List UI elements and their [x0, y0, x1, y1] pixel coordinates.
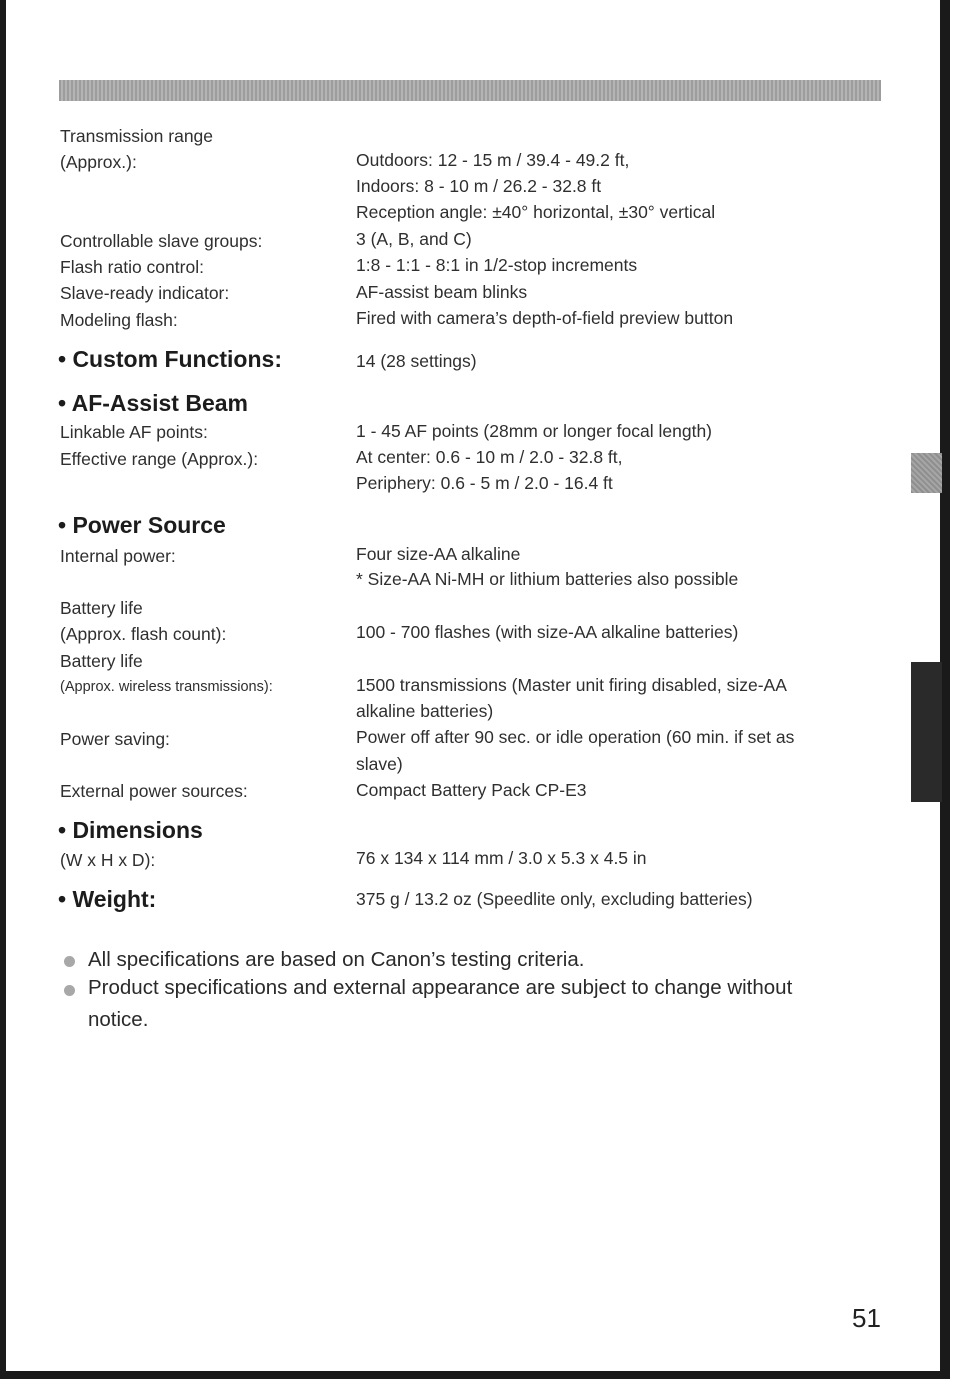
slave-groups-value: 3 (A, B, and C): [356, 229, 472, 249]
chapter-tab-light: [911, 453, 942, 493]
linkable-af-label: Linkable AF points:: [60, 422, 208, 442]
reception-angle-value: Reception angle: ±40° horizontal, ±30° vertical: [356, 202, 716, 222]
af-assist-heading: • AF-Assist Beam: [58, 390, 248, 416]
page-number: 51: [852, 1303, 881, 1333]
external-power-value: Compact Battery Pack CP-E3: [356, 780, 587, 800]
dimensions-label: (W x H x D):: [60, 850, 156, 870]
page-edge-bottom: [0, 1371, 950, 1379]
section-header-band: [59, 80, 881, 101]
effective-range-periphery: Periphery: 0.6 - 5 m / 2.0 - 16.4 ft: [356, 473, 613, 493]
note-bullet-icon: [64, 985, 75, 996]
transmissions-value-line-1: 1500 transmissions (Master unit firing disabled, size-AA: [356, 675, 787, 695]
modeling-flash-value: Fired with camera’s depth-of-field preview button: [356, 308, 734, 328]
flash-ratio-label: Flash ratio control:: [60, 257, 204, 277]
note-product-line-2: notice.: [88, 1008, 149, 1031]
linkable-af-value: 1 - 45 AF points (28mm or longer focal length): [356, 421, 713, 441]
slave-ready-value: AF-assist beam blinks: [356, 282, 528, 302]
effective-range-center: At center: 0.6 - 10 m / 2.0 - 32.8 ft,: [356, 447, 623, 467]
effective-range-label: Effective range (Approx.):: [60, 449, 259, 469]
weight-heading: • Weight:: [58, 886, 157, 912]
custom-functions-heading: • Custom Functions:: [58, 346, 282, 372]
modeling-flash-label: Modeling flash:: [60, 310, 178, 330]
power-source-heading: • Power Source: [58, 512, 226, 538]
power-saving-value-line-2: slave): [356, 754, 403, 774]
power-saving-label: Power saving:: [60, 729, 170, 749]
page-edge-left: [0, 0, 6, 1379]
dimensions-heading: • Dimensions: [58, 817, 203, 843]
transmission-outdoors-value: Outdoors: 12 - 15 m / 39.4 - 49.2 ft,: [356, 150, 630, 170]
flash-count-label: (Approx. flash count):: [60, 624, 227, 644]
internal-power-label: Internal power:: [60, 546, 176, 566]
battery-life-2-label: Battery life: [60, 651, 143, 671]
internal-power-value: Four size-AA alkaline: [356, 544, 521, 564]
flash-ratio-value: 1:8 - 1:1 - 8:1 in 1/2-stop increments: [356, 255, 638, 275]
transmission-range-label: Transmission range: [60, 126, 214, 146]
external-power-label: External power sources:: [60, 781, 248, 801]
chapter-tab-dark: [911, 662, 942, 802]
note-product-line-1: Product specifications and external appearance are subject to change without: [88, 976, 793, 999]
transmission-approx-label: (Approx.):: [60, 152, 137, 172]
internal-power-note: * Size-AA Ni-MH or lithium batteries also possible: [356, 569, 739, 589]
battery-life-value: 100 - 700 flashes (with size-AA alkaline batteries): [356, 622, 739, 642]
note-specifications: All specifications are based on Canon’s testing criteria.: [88, 948, 585, 971]
transmission-indoors-value: Indoors: 8 - 10 m / 26.2 - 32.8 ft: [356, 176, 602, 196]
power-saving-value-line-1: Power off after 90 sec. or idle operation (60 min. if set as: [356, 727, 795, 747]
transmissions-value-line-2: alkaline batteries): [356, 701, 494, 721]
custom-functions-value: 14 (28 settings): [356, 351, 477, 371]
note-bullet-icon: [64, 956, 75, 967]
dimensions-value: 76 x 134 x 114 mm / 3.0 x 5.3 x 4.5 in: [356, 848, 647, 868]
wireless-transmissions-label: (Approx. wireless transmissions):: [60, 679, 273, 695]
slave-ready-label: Slave-ready indicator:: [60, 283, 230, 303]
weight-value: 375 g / 13.2 oz (Speedlite only, excluding batteries): [356, 889, 753, 909]
slave-groups-label: Controllable slave groups:: [60, 231, 263, 251]
battery-life-label: Battery life: [60, 598, 143, 618]
